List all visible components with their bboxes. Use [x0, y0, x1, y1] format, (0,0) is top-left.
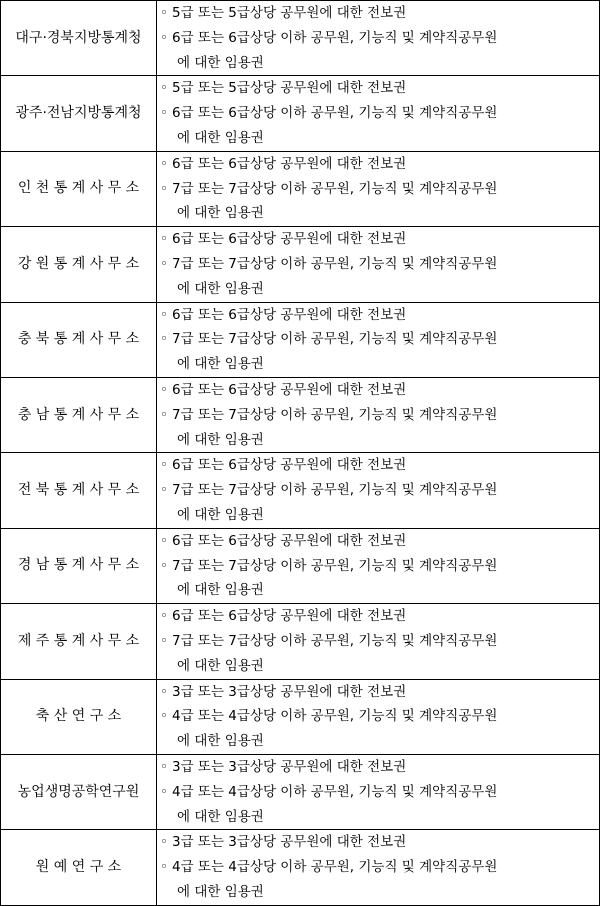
bullet-icon: ◦ — [160, 482, 168, 499]
appointment-authority-text: 4급 또는 4급상당 이하 공무원, 기능직 및 계약직공무원 — [172, 708, 498, 725]
appointment-authority-text: 4급 또는 4급상당 이하 공무원, 기능직 및 계약직공무원 — [172, 783, 498, 800]
bullet-icon: ◦ — [160, 557, 168, 574]
appointment-authority-continuation: 에 대한 임용권 — [177, 356, 264, 373]
bullet-icon: ◦ — [160, 532, 168, 549]
transfer-authority-text: 5급 또는 5급상당 공무원에 대한 전보권 — [172, 5, 407, 21]
appointment-authority-continuation: 에 대한 임용권 — [177, 883, 264, 900]
org-name-cell: 원 예 연 구 소 — [1, 830, 157, 905]
appointment-authority-text: 7급 또는 7급상당 이하 공무원, 기능직 및 계약직공무원 — [172, 255, 498, 272]
appointment-authority-line — [157, 629, 599, 679]
transfer-authority-line — [157, 303, 599, 328]
appointment-authority-line — [157, 855, 599, 905]
transfer-authority-text: 6급 또는 6급상당 공무원에 대한 전보권 — [172, 231, 407, 248]
bullet-icon: ◦ — [160, 306, 168, 323]
bullet-icon: ◦ — [160, 683, 168, 700]
authority-cell — [157, 227, 600, 302]
appointment-authority-line — [157, 101, 599, 151]
org-name-cell: 제 주 통 계 사 무 소 — [1, 604, 157, 679]
table-row — [1, 528, 600, 603]
appointment-authority-text: 7급 또는 7급상당 이하 공무원, 기능직 및 계약직공무원 — [172, 331, 498, 348]
authority-cell — [157, 1, 600, 76]
transfer-authority-text: 6급 또는 6급상당 공무원에 대한 전보권 — [172, 457, 407, 474]
transfer-authority-text: 3급 또는 3급상당 공무원에 대한 전보권 — [172, 683, 407, 700]
transfer-authority-line — [157, 227, 599, 252]
appointment-authority-line — [157, 26, 599, 76]
bullet-icon: ◦ — [160, 457, 168, 474]
org-name-cell: 농업생명공학연구원 — [1, 754, 157, 829]
appointment-authority-continuation: 에 대한 임용권 — [177, 280, 264, 297]
bullet-icon: ◦ — [160, 29, 168, 46]
bullet-icon: ◦ — [160, 708, 168, 725]
appointment-authority-line — [157, 704, 599, 754]
table-row — [1, 754, 600, 829]
bullet-icon: ◦ — [160, 758, 168, 775]
org-name-cell: 강 원 통 계 사 무 소 — [1, 227, 157, 302]
transfer-authority-line — [157, 152, 599, 177]
table-row — [1, 377, 600, 452]
bullet-icon: ◦ — [160, 180, 168, 197]
appointment-authority-continuation: 에 대한 임용권 — [177, 431, 264, 448]
org-name-cell: 전 북 통 계 사 무 소 — [1, 453, 157, 528]
table-row — [1, 76, 600, 151]
table-row — [1, 227, 600, 302]
transfer-authority-line — [157, 755, 599, 780]
authority-cell — [157, 151, 600, 226]
appointment-authority-line — [157, 403, 599, 453]
bullet-icon: ◦ — [160, 255, 168, 272]
appointment-authority-text: 7급 또는 7급상당 이하 공무원, 기능직 및 계약직공무원 — [172, 557, 498, 574]
authority-cell — [157, 76, 600, 151]
authority-cell — [157, 453, 600, 528]
transfer-authority-text: 6급 또는 6급상당 공무원에 대한 전보권 — [172, 532, 407, 549]
table-row — [1, 830, 600, 905]
transfer-authority-line — [157, 680, 599, 705]
transfer-authority-line — [157, 830, 599, 855]
appointment-authority-continuation: 에 대한 임용권 — [177, 129, 264, 146]
authority-cell — [157, 528, 600, 603]
bullet-icon: ◦ — [160, 80, 168, 97]
transfer-authority-line — [157, 1, 599, 26]
transfer-authority-text: 5급 또는 5급상당 공무원에 대한 전보권 — [172, 80, 407, 97]
bullet-icon: ◦ — [160, 331, 168, 348]
appointment-authority-continuation: 에 대한 임용권 — [177, 733, 264, 750]
table-row — [1, 604, 600, 679]
delegation-table-body — [1, 1, 600, 906]
appointment-authority-line — [157, 478, 599, 528]
bullet-icon: ◦ — [160, 834, 168, 851]
bullet-icon: ◦ — [160, 105, 168, 122]
authority-cell — [157, 302, 600, 377]
transfer-authority-line — [157, 604, 599, 629]
appointment-authority-line — [157, 177, 599, 227]
transfer-authority-text: 6급 또는 6급상당 공무원에 대한 전보권 — [172, 381, 407, 398]
org-name-cell: 축 산 연 구 소 — [1, 679, 157, 754]
appointment-authority-text: 6급 또는 6급상당 이하 공무원, 기능직 및 계약직공무원 — [172, 105, 498, 122]
appointment-authority-continuation: 에 대한 임용권 — [177, 657, 264, 674]
table-row — [1, 1, 600, 76]
org-name-cell: 경 남 통 계 사 무 소 — [1, 528, 157, 603]
appointment-authority-text: 4급 또는 4급상당 이하 공무원, 기능직 및 계약직공무원 — [172, 859, 498, 876]
transfer-authority-line — [157, 76, 599, 101]
table-row — [1, 151, 600, 226]
org-name-cell: 대구·경북지방통계청 — [1, 1, 157, 76]
appointment-authority-line — [157, 554, 599, 604]
bullet-icon: ◦ — [160, 608, 168, 625]
appointment-authority-continuation: 에 대한 임용권 — [177, 582, 264, 599]
authority-cell — [157, 604, 600, 679]
bullet-icon: ◦ — [160, 231, 168, 248]
table-row — [1, 453, 600, 528]
bullet-icon: ◦ — [160, 155, 168, 172]
transfer-authority-line — [157, 529, 599, 554]
transfer-authority-text: 6급 또는 6급상당 공무원에 대한 전보권 — [172, 155, 407, 172]
appointment-authority-text: 7급 또는 7급상당 이하 공무원, 기능직 및 계약직공무원 — [172, 406, 498, 423]
org-name-cell: 광주·전남지방통계청 — [1, 76, 157, 151]
table-row — [1, 302, 600, 377]
appointment-authority-text: 7급 또는 7급상당 이하 공무원, 기능직 및 계약직공무원 — [172, 482, 498, 499]
bullet-icon: ◦ — [160, 859, 168, 876]
transfer-authority-text: 3급 또는 3급상당 공무원에 대한 전보권 — [172, 834, 407, 851]
transfer-authority-text: 6급 또는 6급상당 공무원에 대한 전보권 — [172, 306, 407, 323]
org-name-cell: 충 남 통 계 사 무 소 — [1, 377, 157, 452]
appointment-authority-continuation: 에 대한 임용권 — [177, 506, 264, 523]
transfer-authority-line — [157, 453, 599, 478]
appointment-authority-continuation: 에 대한 임용권 — [177, 54, 264, 71]
appointment-authority-text: 7급 또는 7급상당 이하 공무원, 기능직 및 계약직공무원 — [172, 632, 498, 649]
authority-cell — [157, 754, 600, 829]
org-name-cell: 인 천 통 계 사 무 소 — [1, 151, 157, 226]
transfer-authority-text: 3급 또는 3급상당 공무원에 대한 전보권 — [172, 758, 407, 775]
bullet-icon: ◦ — [160, 5, 168, 21]
table-row — [1, 679, 600, 754]
appointment-authority-line — [157, 327, 599, 377]
authority-cell — [157, 377, 600, 452]
authority-cell — [157, 830, 600, 905]
authority-cell — [157, 679, 600, 754]
appointment-authority-continuation: 에 대한 임용권 — [177, 808, 264, 825]
transfer-authority-line — [157, 378, 599, 403]
appointment-authority-text: 6급 또는 6급상당 이하 공무원, 기능직 및 계약직공무원 — [172, 29, 498, 46]
bullet-icon: ◦ — [160, 381, 168, 398]
appointment-authority-text: 7급 또는 7급상당 이하 공무원, 기능직 및 계약직공무원 — [172, 180, 498, 197]
bullet-icon: ◦ — [160, 632, 168, 649]
bullet-icon: ◦ — [160, 783, 168, 800]
appointment-authority-line — [157, 252, 599, 302]
org-name-cell: 충 북 통 계 사 무 소 — [1, 302, 157, 377]
transfer-authority-text: 6급 또는 6급상당 공무원에 대한 전보권 — [172, 608, 407, 625]
appointment-authority-line — [157, 780, 599, 830]
bullet-icon: ◦ — [160, 406, 168, 423]
appointment-authority-continuation: 에 대한 임용권 — [177, 205, 264, 222]
